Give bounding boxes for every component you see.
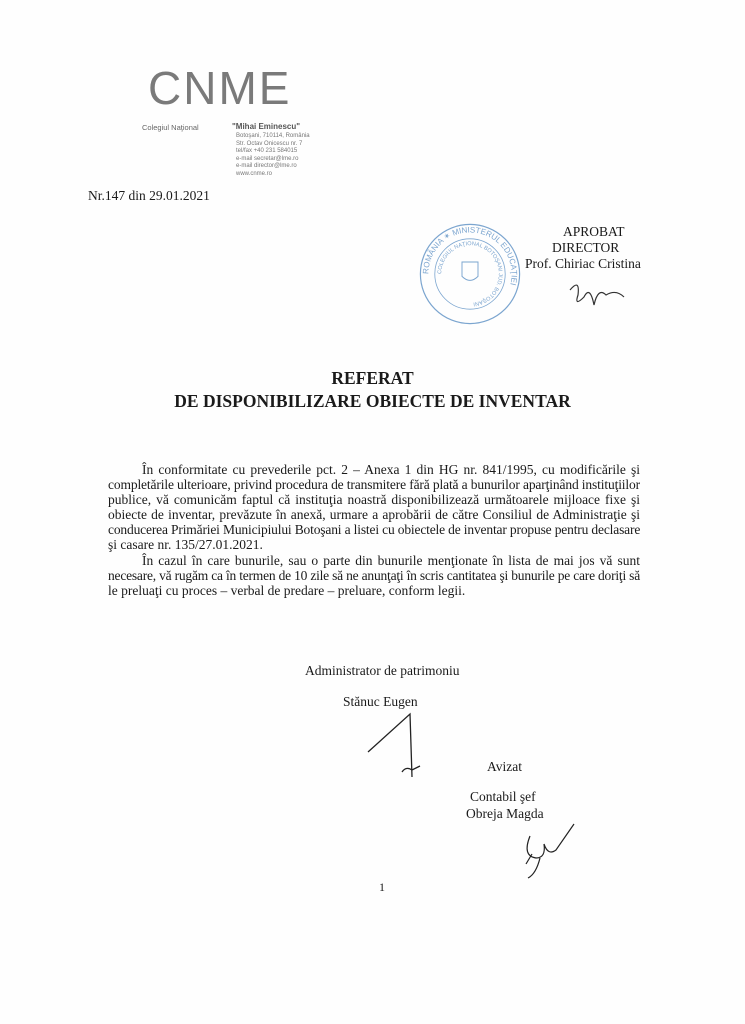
address-block <box>236 133 310 178</box>
approval-name: Prof. Chiriac Cristina <box>525 256 641 271</box>
address-line: Botoşani, 710114, România <box>236 133 310 139</box>
accountant-name: Obreja Magda <box>466 806 544 821</box>
document-subtitle: DE DISPONIBILIZARE OBIECTE DE INVENTAR <box>174 391 571 411</box>
approval-label: APROBAT <box>563 224 625 239</box>
body-line: necesare, vă rugăm ca în termen de 10 zile să ne anunţaţi în scris cantitatea şi bunurile pe care doriţi să <box>108 568 641 583</box>
stamp-inner-text: COLEGIUL NAŢIONAL BOTOŞANI JUD. BOTOŞANI <box>437 241 503 307</box>
endorsed-label: Avizat <box>487 759 522 774</box>
page-number: 1 <box>379 880 385 894</box>
svg-text:ROMÂNIA ✶ MINISTERUL EDUCAŢIEI <box>421 225 518 286</box>
address-line: e-mail secretar@lme.ro <box>236 155 299 162</box>
body-line: În conformitate cu prevederile pct. 2 – Anexa 1 din HG nr. 841/1995, cu modificările şi <box>142 462 640 477</box>
accountant-signature <box>510 822 580 892</box>
address-line: tel/fax +40 231 584015 <box>236 148 298 154</box>
official-stamp <box>418 222 522 326</box>
address-line: Str. Octav Onicescu nr. 7 <box>236 140 303 147</box>
registration-number: Nr.147 din 29.01.2021 <box>88 188 210 203</box>
admin-signature <box>360 712 440 802</box>
college-logo: CNME <box>148 62 292 114</box>
address-line: e-mail director@lme.ro <box>236 163 297 169</box>
letterhead <box>140 55 390 180</box>
svg-text:COLEGIUL NAŢIONAL BOTOŞANI JUD <box>437 241 503 307</box>
body-line: le preluaţi cu proces – verbal de predare – preluare, conform legii. <box>108 583 466 598</box>
approval-role: DIRECTOR <box>552 240 620 255</box>
coat-of-arms-icon <box>462 262 478 280</box>
body-line: În cazul în care bunurile, sau o parte din bunurile menţionate în lista de mai jos vă sunt <box>142 553 640 568</box>
body-line: şi casare nr. 135/27.01.2021. <box>108 537 263 552</box>
director-signature <box>565 275 635 315</box>
admin-name: Stănuc Eugen <box>343 694 418 709</box>
body-line: conducerea Primăriei Municipiului Botoşani a listei cu obiectele de inventar propuse pentru declasare <box>108 522 641 537</box>
stamp-outer-text: ROMÂNIA ✶ MINISTERUL EDUCAŢIEI <box>421 225 519 287</box>
college-name: "Mihai Eminescu" <box>232 122 301 131</box>
college-label: Colegiul Naţional <box>142 123 199 132</box>
body-line: completările ulterioare, privind procedura de transmitere fără plată a bunurilor aparţinând instituţiilor <box>108 477 640 492</box>
address-line: www.cnme.ro <box>236 170 273 177</box>
admin-role: Administrator de patrimoniu <box>305 663 460 678</box>
body-line: obiecte de inventar, prevăzute în anexă, urmare a aprobării de către Consiliul de Administraţie şi <box>108 507 640 522</box>
accountant-role: Contabil şef <box>470 789 536 804</box>
body-line: publice, vă comunicăm faptul că instituţia noastră disponibilizează următoarele mijloace fixe şi <box>108 492 640 507</box>
document-title: REFERAT <box>331 368 414 388</box>
